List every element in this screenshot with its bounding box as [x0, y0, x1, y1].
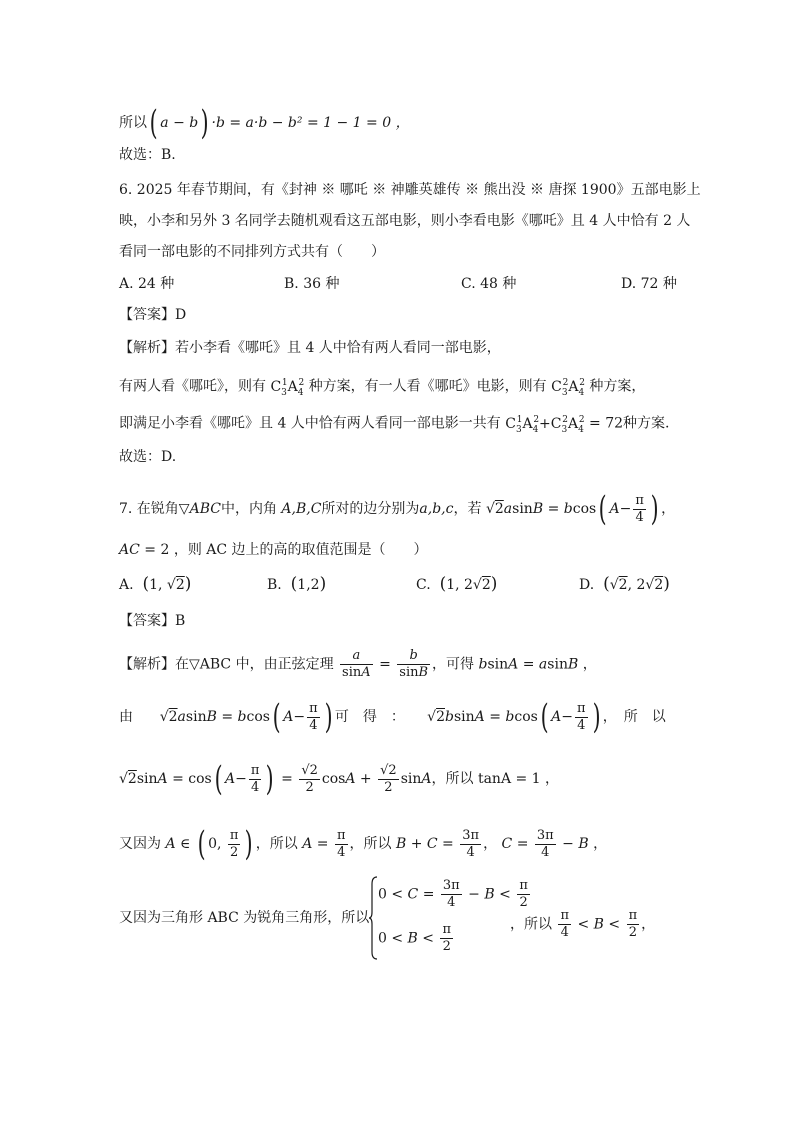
text: ，所以	[255, 836, 298, 852]
fraction: $\frac{\pi}{4}$	[635, 492, 644, 525]
math: A	[609, 501, 620, 517]
q6-explanation-1: 【解析】若小李看《哪吒》且 4 人中恰有两人看同一部电影，	[119, 340, 501, 356]
q6-line1: 6. 2025 年春节期间，有《封神 ※ 哪吒 ※ 神雕英雄传 ※ 熊出没 ※ 唐探 1900》五部电影上	[119, 182, 701, 198]
comb-formula: $C_3^1A_4^2$	[270, 378, 305, 398]
label: B.	[267, 577, 282, 593]
text: 由	[119, 709, 133, 725]
text: ， 所 以	[602, 709, 666, 725]
text: 又因为三角形 ABC 为锐角三角形，所以	[119, 910, 370, 926]
q7-explanation-5-tail: ，所以 $\frac{\pi}{4}$ < B < $\frac{\pi}{2}$ ，	[510, 908, 656, 940]
text: 种方案，有一人看《哪吒》电影，则有	[308, 378, 547, 395]
q7-explanation-1: 【解析】在▽ABC 中，由正弦定理 $\frac{a}{\sin A}$ = $\frac{b}{\sin B}$ ，可得 bsinA = asinB ，	[119, 648, 597, 680]
text: 所对的边分别为	[321, 501, 420, 517]
text: = 72种方案.	[589, 415, 670, 432]
text: ，若	[453, 501, 482, 517]
q6-explanation-3	[119, 410, 669, 439]
text: 有两人看《哪吒》，则有	[119, 378, 266, 395]
q6-answer: 【答案】D	[119, 307, 187, 323]
inequality-1: 0 < C = $\frac{3\pi}{4}$ − B < $\frac{\pi}{2}$	[378, 878, 528, 910]
q7-answer: 【答案】B	[119, 613, 186, 629]
formula: ·b = a·b − b² = 1 − 1 = 0 ，	[211, 115, 410, 131]
text: ，所以	[510, 916, 552, 933]
q7-option-a: A. (1, √2)	[119, 574, 192, 594]
paren: (	[149, 103, 158, 143]
q6-option-c: C. 48 种	[461, 276, 517, 292]
text: ，所以 tanA = 1 ，	[431, 771, 560, 787]
q7-option-c: C. (1, 2√2)	[416, 574, 498, 594]
q7-explanation-4: 又因为 A ∈ ( 0, $\frac{\pi}{2}$ ) ，所以 A = $\frac{\pi}{4}$ ，所以 B + C = $\frac{3\pi}{4}$ ， C = $\frac{3\pi}{4}$ − B ，	[119, 824, 608, 864]
q6-choose: 故选：D.	[119, 449, 177, 465]
text: 又因为	[119, 836, 161, 852]
text: ，所以	[349, 836, 392, 852]
math: ABC	[189, 501, 221, 517]
label: D.	[579, 577, 595, 593]
comb-formula: $C_3^2A_4^2$	[551, 378, 585, 398]
q7-explanation-3: √2sinA = cos( A− $\frac{\pi}{4}$ ) = $\frac{√2}{2}$ cosA + $\frac{√2}{2}$ sinA，所以 tanA = 1 ，	[119, 759, 560, 799]
math: A,B,C	[281, 501, 322, 517]
paren: (	[598, 489, 607, 529]
fraction: $\frac{a}{\sin A}$	[342, 648, 371, 680]
inequality-2: 0 < B < $\frac{\pi}{2}$	[378, 922, 452, 954]
text: 中，内角	[220, 501, 277, 517]
math: a,b,c	[419, 501, 454, 517]
label: A.	[119, 577, 134, 593]
q6-explanation-2	[119, 373, 645, 402]
label: C.	[416, 577, 431, 593]
q7-option-d: D. (√2, 2√2)	[579, 574, 670, 594]
fraction: $\frac{b}{\sin B}$	[399, 648, 429, 680]
paren: )	[650, 489, 659, 529]
text: 【解析】在▽ABC 中，由正弦定理	[119, 656, 334, 673]
text: 种方案，	[589, 378, 646, 395]
text: 即满足小李看《哪吒》且 4 人中恰有两人看同一部电影一共有	[119, 415, 501, 432]
line-choose-b: 故选：B.	[119, 147, 176, 163]
q7-option-b: B. (1,2)	[267, 574, 327, 594]
paren: )	[200, 103, 209, 143]
text: ，可得	[432, 656, 475, 673]
text: ，则 AC 边上的高的取值范围是（ ）	[173, 542, 428, 558]
text: 所以	[119, 115, 147, 131]
q6-option-b: B. 36 种	[284, 276, 340, 292]
vec-a: a	[160, 115, 169, 131]
text: 7. 在锐角▽	[119, 501, 190, 517]
q6-line2: 映，小李和另外 3 名同学去随机观看这五部电影，则小李看电影《哪吒》且 4 人中恰有 2 人	[119, 213, 691, 229]
math: b	[478, 656, 488, 673]
line-vector-result: 所以( a − b) ·b = a·b − b² = 1 − 1 = 0 ，	[119, 103, 410, 143]
comb-formula: $C_3^1A_4^2+C_3^2A_4^2$	[505, 415, 585, 435]
left-brace-icon	[368, 876, 378, 960]
text: 可 得 ：	[334, 709, 405, 725]
math: √2asinB = bcos	[485, 501, 597, 517]
math: AC	[119, 542, 140, 558]
q6-option-a: A. 24 种	[119, 276, 175, 292]
q7-explanation-5	[119, 908, 369, 928]
q7-line1: 7. 在锐角▽ABC中，内角 A,B,C所对的边分别为a,b,c，若 √2asinB = bcos( A− $\frac{\pi}{4}$ ) ，	[119, 489, 676, 529]
vec-b: b	[189, 115, 199, 131]
q6-option-d: D. 72 种	[621, 276, 677, 292]
q6-line3: 看同一部电影的不同排列方式共有（ ）	[119, 244, 385, 260]
q7-line2: AC = 2 ，则 AC 边上的高的取值范围是（ ）	[119, 542, 428, 558]
q7-explanation-2: 由 √2asinB = bcos( A− $\frac{\pi}{4}$ ) 可 得 ： √2bsinA = bcos( A− $\frac{\pi}{4}$ ) ， 所 以	[119, 697, 666, 737]
